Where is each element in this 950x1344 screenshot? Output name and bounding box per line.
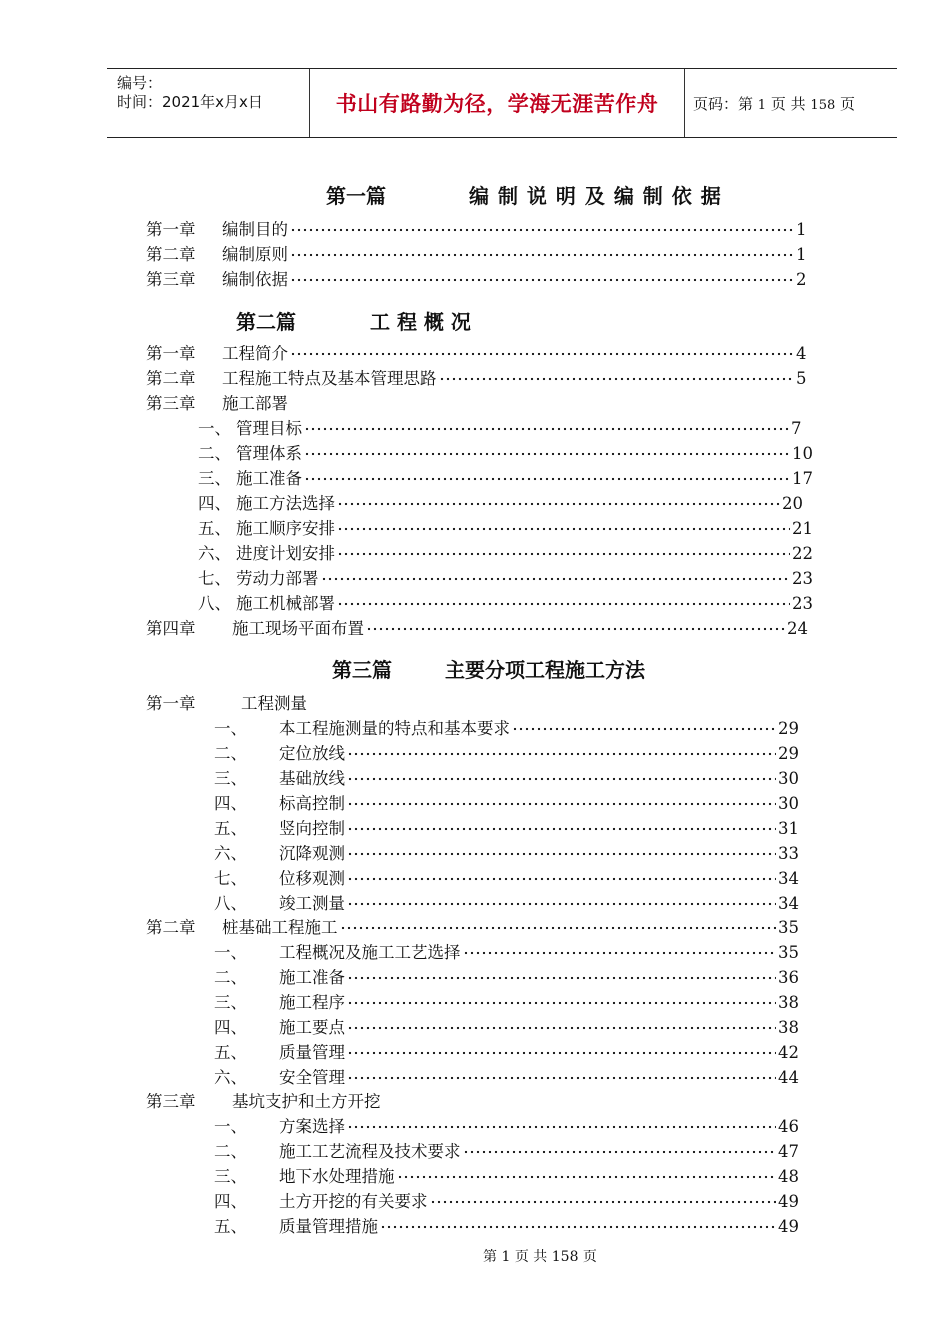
- time-line: 时间：2021年x月x日: [117, 93, 263, 111]
- toc-page-number: 49: [778, 1217, 799, 1236]
- toc-entry-number: 四、: [214, 1192, 247, 1211]
- toc-entry-title: 方案选择: [279, 1117, 345, 1136]
- toc-page-number: 23: [792, 569, 813, 588]
- toc-entry[interactable]: [214, 1190, 816, 1214]
- toc-page-number: 1: [796, 245, 807, 264]
- toc-page-number: 34: [778, 869, 799, 888]
- toc-entry[interactable]: [198, 567, 830, 591]
- page-prefix: 页码：第: [693, 94, 754, 113]
- toc-page-number: 31: [778, 819, 799, 838]
- toc-entry[interactable]: [214, 1215, 816, 1239]
- toc-entry[interactable]: [214, 892, 816, 916]
- toc-entry[interactable]: [214, 1066, 816, 1090]
- toc-page-number: 35: [778, 918, 799, 937]
- toc-entry-title: 工程简介: [222, 344, 288, 363]
- toc-page-number: 35: [778, 943, 799, 962]
- toc-page-number: 42: [778, 1043, 799, 1062]
- toc-entry-number: 第一章: [146, 694, 196, 713]
- toc-entry[interactable]: [146, 367, 825, 391]
- toc-page-number: 44: [778, 1068, 799, 1087]
- toc-entry[interactable]: [146, 268, 825, 292]
- toc-entry[interactable]: [146, 692, 720, 716]
- part-label: 第一篇: [326, 184, 386, 208]
- toc-entry-number: 第二章: [146, 918, 196, 937]
- toc-entry[interactable]: [146, 617, 825, 641]
- toc-entry-number: 七、: [214, 869, 247, 888]
- toc-entry[interactable]: [214, 941, 816, 965]
- toc-page-number: 33: [778, 844, 799, 863]
- toc-entry[interactable]: [146, 916, 816, 940]
- header-page-cell: [683, 69, 897, 137]
- toc-entry[interactable]: [214, 966, 816, 990]
- toc-entry-number: 六、: [214, 844, 247, 863]
- page-suffix: 页: [840, 94, 856, 113]
- toc-page-number: 29: [778, 719, 799, 738]
- toc-page-number: 22: [792, 544, 813, 563]
- toc-leader-dots: [397, 1175, 777, 1179]
- toc-entry-number: 八、: [198, 594, 231, 613]
- toc-entry-title: 施工程序: [279, 993, 345, 1012]
- toc-page-number: 24: [787, 619, 808, 638]
- toc-entry-number: 六、: [198, 544, 231, 563]
- toc-entry-title: 编制原则: [222, 245, 288, 264]
- toc-entry-number: 二、: [198, 444, 231, 463]
- toc-entry-title: 管理体系: [236, 444, 302, 463]
- toc-entry[interactable]: [198, 542, 830, 566]
- toc-entry-title: 地下水处理措施: [279, 1167, 395, 1186]
- toc-entry-title: 施工顺序安排: [236, 519, 335, 538]
- toc-page-number: 20: [782, 494, 803, 513]
- toc-entry-number: 五、: [214, 819, 247, 838]
- toc-leader-dots: [366, 627, 785, 631]
- toc-entry-title: 进度计划安排: [236, 544, 335, 563]
- toc-entry-title: 基础放线: [279, 769, 345, 788]
- toc-leader-dots: [347, 1001, 776, 1005]
- toc-leader-dots: [430, 1200, 777, 1204]
- toc-entry-number: 二、: [214, 744, 247, 763]
- toc-entry-number: 第四章: [146, 619, 196, 638]
- toc-entry-number: 第二章: [146, 369, 196, 388]
- toc-leader-dots: [340, 926, 777, 930]
- toc-entry-title: 施工方法选择: [236, 494, 335, 513]
- toc-leader-dots: [337, 502, 780, 506]
- toc-entry-title: 工程测量: [241, 694, 307, 713]
- toc-entry-number: 一、: [214, 943, 247, 962]
- toc-entry-title: 基坑支护和土方开挖: [232, 1092, 381, 1111]
- toc-leader-dots: [347, 752, 776, 756]
- header-meta-cell: [107, 69, 309, 137]
- toc-entry[interactable]: [198, 442, 830, 466]
- toc-page-number: 47: [778, 1142, 799, 1161]
- toc-leader-dots: [347, 1076, 776, 1080]
- toc-leader-dots: [380, 1225, 776, 1229]
- toc-entry[interactable]: [214, 767, 816, 791]
- toc-entry-title: 竣工测量: [279, 894, 345, 913]
- toc-leader-dots: [304, 477, 790, 481]
- toc-entry-number: 一、: [214, 1117, 247, 1136]
- toc-leader-dots: [347, 902, 776, 906]
- motto-text: 书山有路勤为径，学海无涯苦作舟: [335, 92, 659, 116]
- toc-entry-title: 施工要点: [279, 1018, 345, 1037]
- part-title: 编 制 说 明 及 编 制 依 据: [469, 184, 722, 208]
- toc-leader-dots: [347, 1125, 776, 1129]
- part-heading-1: [326, 180, 722, 209]
- toc-entry[interactable]: [214, 1115, 816, 1139]
- toc-page-number: 23: [792, 594, 813, 613]
- toc-entry-number: 第三章: [146, 270, 196, 289]
- toc-leader-dots: [512, 727, 776, 731]
- toc-leader-dots: [304, 427, 789, 431]
- page-total: 158: [810, 97, 836, 113]
- toc-entry-title: 安全管理: [279, 1068, 345, 1087]
- toc-entry[interactable]: [146, 218, 825, 242]
- toc-entry[interactable]: [214, 991, 816, 1015]
- toc-entry-number: 三、: [214, 1167, 247, 1186]
- toc-entry-number: 四、: [198, 494, 231, 513]
- toc-entry-title: 编制目的: [222, 220, 288, 239]
- toc-entry-title: 沉降观测: [279, 844, 345, 863]
- toc-entry-title: 施工机械部署: [236, 594, 335, 613]
- toc-entry-title: 桩基础工程施工: [222, 918, 338, 937]
- toc-page-number: 2: [796, 270, 807, 289]
- toc-leader-dots: [347, 852, 776, 856]
- toc-entry-number: 第一章: [146, 220, 196, 239]
- toc-entry-number: 第三章: [146, 1092, 196, 1111]
- toc-page-number: 34: [778, 894, 799, 913]
- toc-entry[interactable]: [214, 1140, 816, 1164]
- toc-entry-title: 施工现场平面布置: [232, 619, 364, 638]
- toc-entry-number: 第二章: [146, 245, 196, 264]
- code-label: 编号：: [117, 74, 163, 92]
- part-title: 工 程 概 况: [370, 310, 471, 334]
- toc-leader-dots: [337, 527, 790, 531]
- toc-entry-number: 二、: [214, 968, 247, 987]
- header-motto-cell: [309, 69, 685, 137]
- toc-entry[interactable]: [198, 467, 830, 491]
- toc-entry[interactable]: [214, 717, 816, 741]
- toc-page-number: 46: [778, 1117, 799, 1136]
- toc-entry[interactable]: [214, 792, 816, 816]
- toc-page-number: 48: [778, 1167, 799, 1186]
- toc-entry[interactable]: [198, 417, 820, 441]
- toc-leader-dots: [463, 951, 777, 955]
- toc-entry-number: 四、: [214, 794, 247, 813]
- toc-entry[interactable]: [146, 243, 825, 267]
- toc-entry-title: 劳动力部署: [236, 569, 319, 588]
- part-title: 主要分项工程施工方法: [445, 658, 645, 682]
- toc-page-number: 38: [778, 993, 799, 1012]
- toc-entry-number: 三、: [198, 469, 231, 488]
- page-footer: 第 1 页 共 158 页: [483, 1249, 597, 1265]
- toc-leader-dots: [347, 1051, 776, 1055]
- toc-leader-dots: [347, 877, 776, 881]
- toc-entry-title: 质量管理措施: [279, 1217, 378, 1236]
- toc-leader-dots: [347, 976, 776, 980]
- toc-entry[interactable]: [214, 1165, 816, 1189]
- toc-page-number: 1: [796, 220, 807, 239]
- toc-entry-title: 位移观测: [279, 869, 345, 888]
- page-mid: 页 共: [770, 94, 806, 113]
- toc-entry-number: 五、: [214, 1217, 247, 1236]
- toc-entry-title: 土方开挖的有关要求: [279, 1192, 428, 1211]
- toc-page-number: 7: [791, 419, 802, 438]
- toc-entry-number: 一、: [214, 719, 247, 738]
- toc-entry[interactable]: [214, 842, 816, 866]
- toc-entry[interactable]: [198, 492, 820, 516]
- toc-entry-title: 施工部署: [222, 394, 288, 413]
- toc-leader-dots: [290, 352, 794, 356]
- toc-entry[interactable]: [198, 592, 830, 616]
- toc-page-number: 29: [778, 744, 799, 763]
- toc-leader-dots: [290, 228, 794, 232]
- toc-page-number: 36: [778, 968, 799, 987]
- toc-entry-title: 质量管理: [279, 1043, 345, 1062]
- part-heading-2: [236, 306, 471, 335]
- toc-leader-dots: [321, 577, 791, 581]
- toc-leader-dots: [290, 278, 794, 282]
- toc-entry[interactable]: [146, 1090, 720, 1114]
- toc-entry-number: 三、: [214, 769, 247, 788]
- toc-entry-number: 五、: [198, 519, 231, 538]
- toc-entry-title: 管理目标: [236, 419, 302, 438]
- toc-leader-dots: [337, 602, 790, 606]
- toc-entry[interactable]: [198, 517, 830, 541]
- toc-entry-number: 四、: [214, 1018, 247, 1037]
- toc-page-number: 49: [778, 1192, 799, 1211]
- page-code: [693, 93, 855, 114]
- toc-leader-dots: [304, 452, 790, 456]
- toc-entry-title: 施工准备: [279, 968, 345, 987]
- toc-entry-number: 第一章: [146, 344, 196, 363]
- toc-entry-number: 二、: [214, 1142, 247, 1161]
- document-header: [107, 68, 897, 138]
- toc-entry-title: 本工程施测量的特点和基本要求: [279, 719, 510, 738]
- toc-entry-number: 第三章: [146, 394, 196, 413]
- toc-entry[interactable]: [146, 392, 825, 416]
- toc-page-number: 30: [778, 769, 799, 788]
- toc-page-number: 5: [796, 369, 807, 388]
- page-number: 1: [757, 97, 767, 113]
- part-label: 第三篇: [332, 658, 392, 682]
- toc-entry-title: 施工准备: [236, 469, 302, 488]
- toc-entry[interactable]: [214, 742, 816, 766]
- toc-entry-number: 七、: [198, 569, 231, 588]
- toc-leader-dots: [347, 1026, 776, 1030]
- toc-page-number: 4: [796, 344, 807, 363]
- part-heading-3: [332, 654, 645, 683]
- toc-entry[interactable]: [146, 342, 825, 366]
- toc-entry-title: 工程施工特点及基本管理思路: [222, 369, 437, 388]
- toc-entry-number: 六、: [214, 1068, 247, 1087]
- toc-entry-title: 编制依据: [222, 270, 288, 289]
- toc-leader-dots: [439, 377, 795, 381]
- toc-page-number: 30: [778, 794, 799, 813]
- toc-leader-dots: [347, 777, 776, 781]
- toc-entry-title: 标高控制: [279, 794, 345, 813]
- toc-page-number: 17: [792, 469, 813, 488]
- toc-leader-dots: [290, 253, 794, 257]
- toc-entry-title: 工程概况及施工工艺选择: [279, 943, 461, 962]
- toc-leader-dots: [347, 802, 776, 806]
- toc-page-number: 10: [792, 444, 813, 463]
- toc-entry-title: 定位放线: [279, 744, 345, 763]
- toc-leader-dots: [463, 1150, 777, 1154]
- toc-entry-number: 五、: [214, 1043, 247, 1062]
- toc-entry[interactable]: [214, 817, 816, 841]
- toc-entry-number: 一、: [198, 419, 231, 438]
- toc-entry[interactable]: [214, 867, 816, 891]
- toc-page-number: 21: [792, 519, 813, 538]
- toc-entry[interactable]: [214, 1016, 816, 1040]
- toc-entry[interactable]: [214, 1041, 816, 1065]
- toc-entry-number: 三、: [214, 993, 247, 1012]
- part-label: 第二篇: [236, 310, 296, 334]
- toc-leader-dots: [347, 827, 776, 831]
- toc-leader-dots: [337, 552, 790, 556]
- toc-entry-number: 八、: [214, 894, 247, 913]
- toc-entry-title: 竖向控制: [279, 819, 345, 838]
- toc-entry-title: 施工工艺流程及技术要求: [279, 1142, 461, 1161]
- toc-page-number: 38: [778, 1018, 799, 1037]
